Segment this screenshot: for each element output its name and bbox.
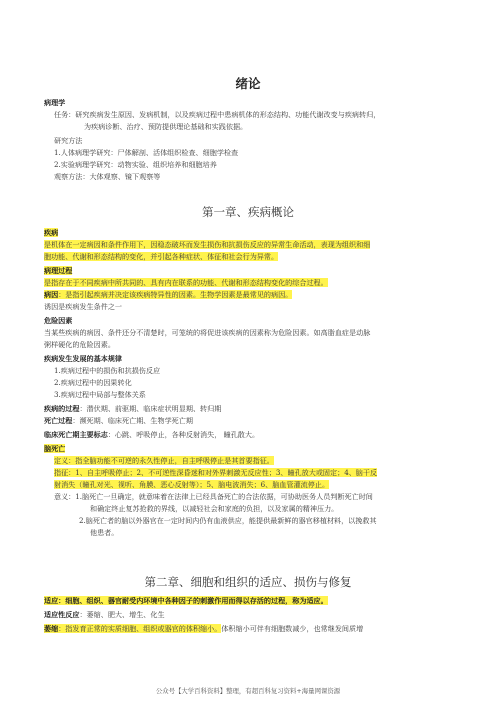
law-1: 1.疾病过程中的损伤和抗损伤反应: [54, 366, 161, 375]
footer-note: 公众号【大学百科资料】整理，有超百科复习资料+海量网课资源: [155, 687, 341, 695]
law-heading: 疾病发生发展的基本规律: [44, 354, 123, 363]
meaning-line-1: 意义：1.脑死亡一旦确定，就意味着在法律上已经具备死亡的合法依据，可协助医务人员判断死亡时间: [54, 492, 373, 501]
meaning-line-2: 和确定终止复苏抢救的界线，以减轻社会和家庭的负担，以及家属的精神压力。: [90, 504, 339, 513]
course-text: ：潜伏期、前驱期、临床症状明显期、转归期: [79, 404, 222, 413]
chapter-2-title: 第二章、细胞和组织的适应、损伤与修复: [144, 575, 352, 589]
disease-line-2: 胞功能、代谢和形态结构的变化，并引起各种症状、体征和社会行为异常。: [44, 252, 279, 261]
brain-death-definition: 定义：指全脑功能不可逆的永久性停止，自主呼吸停止是其首要指征。: [54, 456, 274, 465]
trigger-line: 诱因是疾病发生条件之一: [44, 302, 123, 311]
disease-heading: 疾病: [44, 228, 59, 237]
adaptation-line: 适应：细胞、组织、器官耐受内环境中各种因子的刺激作用而得以存活的过程，称为适应。: [44, 596, 328, 605]
risk-line-1: 当某些疾病的病因、条件还分不清楚时，可笼统的将促进该疾病的因素称为危险因素。如高脂血症是动脉: [44, 328, 371, 337]
atrophy-highlight: ：指发育正常的实质细胞、组织或器官的体积缩小。: [58, 624, 222, 633]
brain-death-signs-1: 指征：1、自主呼吸停止；2、不可逆性深昏迷和对外界刺激无反应性；3、瞳孔放大或固定；4、脑干反: [54, 468, 378, 477]
law-2: 2.疾病过程中的因果转化: [54, 378, 132, 387]
risk-line-2: 粥样硬化的危险因素。: [44, 340, 115, 349]
task-line-2: 为疾病诊断、治疗、预防提供理论基础和实践依据。: [84, 122, 248, 131]
disease-line-1: 是机体在一定病因和条件作用下，因稳态破坏而发生损伤和抗损伤反应的异常生命活动，表现为组织和细: [44, 240, 371, 249]
adaptive-forms-label: 适应性反应: [44, 610, 80, 619]
meaning-line-3: 2.脑死亡者的脑以外器官在一定时间内仍有血液供应，能提供最新鲜的器官移植材料，以挽救其: [79, 516, 377, 525]
pathology-heading: 病理学: [44, 98, 66, 107]
brain-death-signs-2: 射消失（瞳孔对光、视听、角膜、恶心反射等）；5、脑电波消失；6、脑血管灌流停止。: [54, 480, 330, 489]
death-label: 死亡过程: [44, 416, 73, 425]
intro-title: 绪论: [235, 76, 261, 91]
methods-heading: 研究方法: [54, 136, 83, 145]
cause-line: ：是指引起疾病并决定该疾病特异性的因素。生物学因素是最常见的病因。: [58, 290, 293, 299]
clinical-death-text: ：心跳、呼吸停止，各种反射消失， 瞳孔散大。: [107, 430, 260, 439]
atrophy-label: 萎缩: [44, 624, 59, 633]
observe-method: 观察方法：大体观察、镜下观察等: [54, 172, 161, 181]
brain-death-heading: 脑死亡: [44, 444, 66, 453]
death-text: ：濒死期、临床死亡期、生物学死亡期: [72, 416, 193, 425]
law-3: 3.疾病过程中局部与整体关系: [54, 390, 146, 399]
adaptive-forms-text: ：萎缩、肥大、增生、化生: [79, 610, 165, 619]
meaning-line-4: 他患者。: [90, 528, 119, 537]
method-2: 2.实验病理学研究：动物实验、组织培养和细胞培养: [54, 160, 217, 169]
pathological-process-heading: 病理过程: [44, 266, 73, 275]
course-label: 疾病的过程: [44, 404, 80, 413]
method-1: 1.人体病理学研究：尸体解剖、活体组织检查、细胞学检查: [54, 148, 239, 157]
chapter-1-title: 第一章、疾病概论: [202, 205, 294, 219]
cause-label: 病因: [44, 290, 59, 299]
clinical-death-label: 临床死亡期主要标志: [44, 430, 108, 439]
pathological-process-line: 是指存在于不同疾病中所共同的、具有内在联系的功能、代谢和形态结构变化的综合过程。: [44, 278, 328, 287]
risk-heading: 危险因素: [44, 316, 73, 325]
task-line-1: 任务：研究疾病发生原因、发病机制，以及疾病过程中患病机体的形态结构、功能代谢改变与疾病转归，: [54, 110, 381, 119]
atrophy-rest: 体积缩小可伴有细胞数减少，也常继发间质增: [221, 624, 364, 633]
